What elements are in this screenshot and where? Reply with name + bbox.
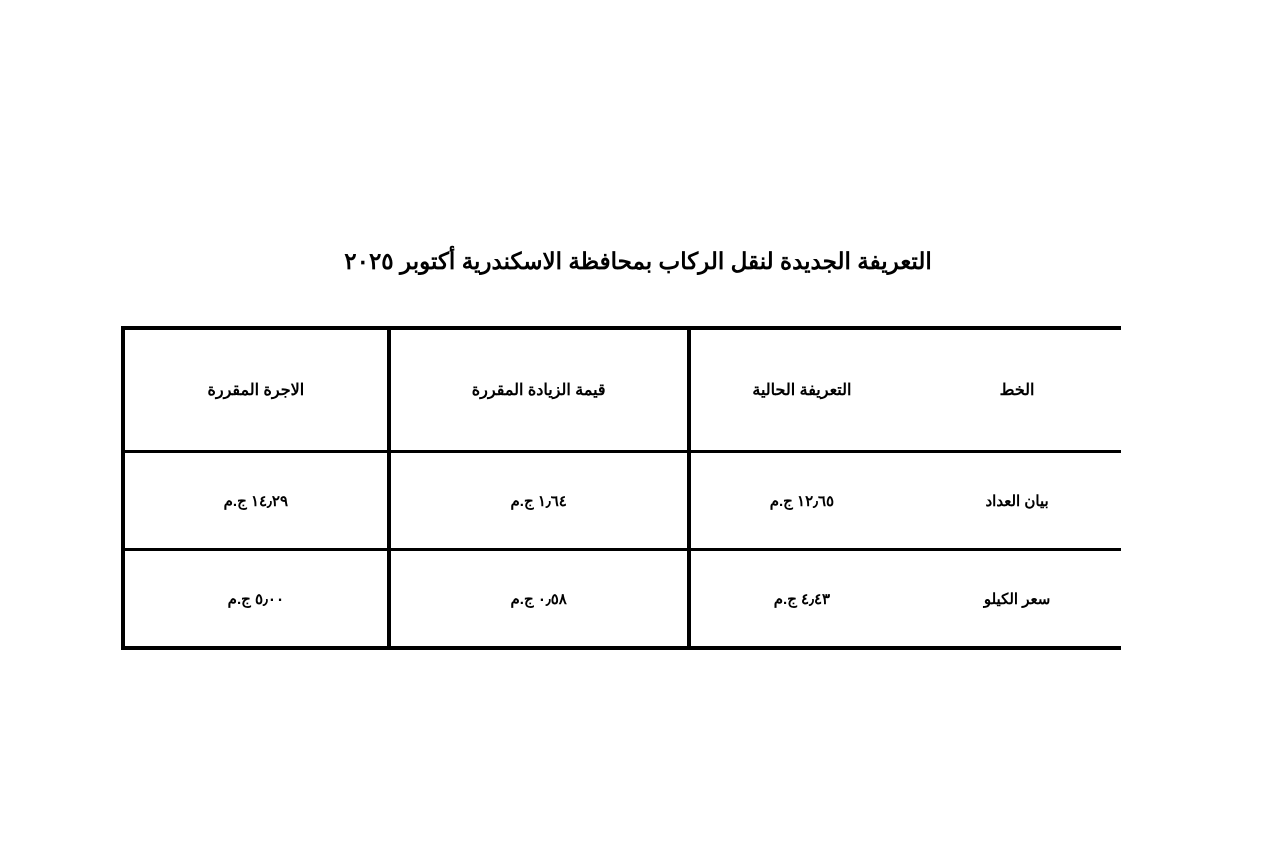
cell-current-tariff: ١٢٫٦٥ ج.م bbox=[689, 452, 914, 550]
tariff-table bbox=[121, 326, 1121, 650]
table-header bbox=[123, 328, 1121, 452]
column-header-current-tariff: التعريفة الحالية bbox=[689, 328, 914, 452]
page-title: التعريفة الجديدة لنقل الركاب بمحافظة الاسكندرية أكتوبر ٢٠٢٥ bbox=[344, 248, 932, 274]
cell-line-name: بيان العداد bbox=[913, 452, 1121, 550]
cell-increase-value: ١٫٦٤ ج.م bbox=[389, 452, 689, 550]
cell-increase-value: ٠٫٥٨ ج.م bbox=[389, 550, 689, 649]
table-header-row bbox=[123, 328, 1121, 452]
table-row bbox=[123, 550, 1121, 649]
cell-line-name: سعر الكيلو bbox=[913, 550, 1121, 649]
tariff-table-container bbox=[121, 326, 1121, 650]
column-header-line: الخط bbox=[913, 328, 1121, 452]
cell-decided-fare: ١٤٫٢٩ ج.م bbox=[123, 452, 389, 550]
column-header-increase-value: قيمة الزيادة المقررة bbox=[389, 328, 689, 452]
cell-decided-fare: ٥٫٠٠ ج.م bbox=[123, 550, 389, 649]
cell-current-tariff: ٤٫٤٣ ج.م bbox=[689, 550, 914, 649]
table-row bbox=[123, 452, 1121, 550]
column-header-decided-fare: الاجرة المقررة bbox=[123, 328, 389, 452]
table-body bbox=[123, 452, 1121, 649]
